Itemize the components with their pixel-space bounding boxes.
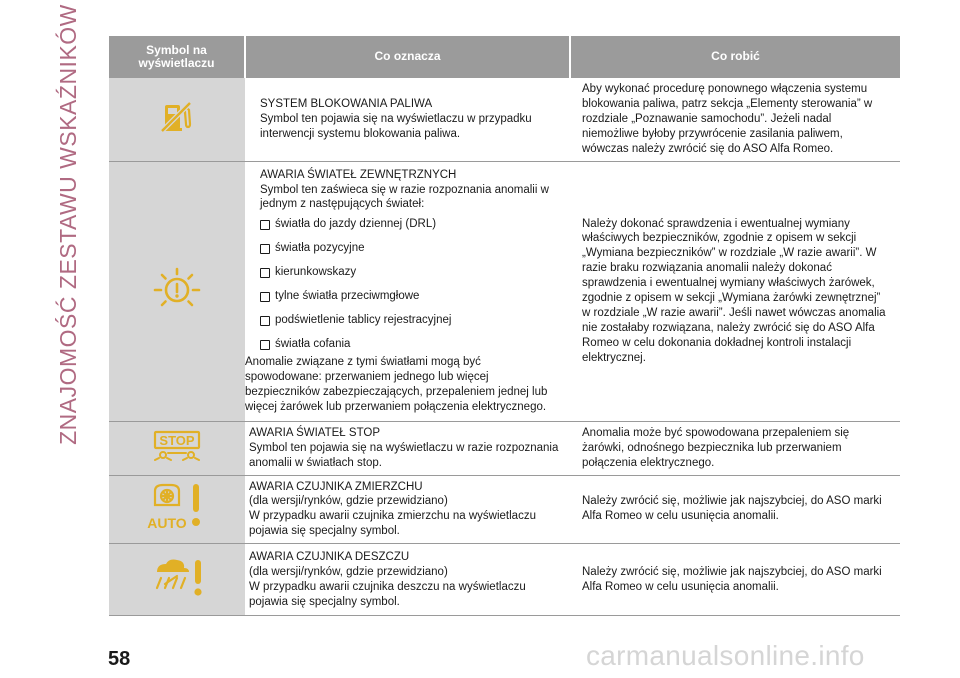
header-symbol: Symbol na wyświetlaczu (109, 36, 245, 78)
row-subtitle: (dla wersji/rynków, gdzie przewidziano) (249, 495, 448, 508)
checkbox-bullet-icon (260, 292, 270, 302)
dusk-sensor-failure-icon (145, 481, 209, 538)
symbol-cell (109, 161, 245, 421)
exterior-lights-failure-icon (150, 266, 204, 317)
table-header-row (109, 36, 900, 78)
rain-sensor-failure-icon (147, 556, 207, 603)
row-subtitle: (dla wersji/rynków, gdzie przewidziano) (249, 565, 448, 578)
checkbox-bullet-icon (260, 340, 270, 350)
table-row (109, 161, 900, 421)
action-cell (570, 421, 900, 475)
row-title: AWARIA CZUJNIKA DESZCZU (249, 550, 410, 563)
list-item: tylne światła przeciwmgłowe (260, 289, 560, 304)
row-meaning: W przypadku awarii czujnika zmierzchu na wyświetlaczu pojawia się specjalny symbol. (249, 510, 536, 538)
warning-symbols-table (109, 36, 900, 616)
row-action: Należy zwrócić się, możliwie jak najszybciej, do ASO marki Alfa Romeo w celu usunięcia anomalii. (582, 495, 882, 523)
row-meaning: Symbol ten zaświeca się w razie rozpoznania anomalii w jednym z następujących świateł: (260, 183, 549, 211)
row-title: AWARIA ŚWIATEŁ STOP (249, 426, 380, 439)
chapter-side-title (52, 3, 84, 445)
meaning-cell (245, 161, 570, 421)
checkbox-bullet-icon (260, 244, 270, 254)
table-row (109, 544, 900, 616)
checkbox-bullet-icon (260, 316, 270, 326)
list-item: światła cofania (260, 337, 560, 352)
lights-list (260, 217, 560, 352)
meaning-cell (245, 475, 570, 544)
list-item: światła do jazdy dziennej (DRL) (260, 217, 560, 232)
symbol-cell (109, 475, 245, 544)
meaning-cell (245, 78, 570, 161)
action-cell (570, 161, 900, 421)
row-meaning-after: Anomalie związane z tymi światłami mogą być spowodowane: przerwaniem jednego lub więcej bezpieczników zabezpieczających, przepaleniem jednej lub więcej żarówek lub przerwaniem połączenia elektrycznego. (245, 356, 548, 413)
meaning-cell (245, 421, 570, 475)
action-cell (570, 544, 900, 616)
checkbox-bullet-icon (260, 268, 270, 278)
list-item: kierunkowskazy (260, 265, 560, 280)
row-meaning: W przypadku awarii czujnika deszczu na wyświetlaczu pojawia się specjalny symbol. (249, 580, 526, 608)
page-number: 58 (108, 648, 131, 670)
row-meaning: Symbol ten pojawia się na wyświetlaczu w przypadku interwencji systemu blokowania paliwa. (260, 112, 532, 140)
watermark: carmanualsonline.info (586, 640, 865, 671)
fuel-block-icon (159, 100, 195, 139)
chapter-side-title-text: ZNAJOMOŚĆ ZESTAWU WSKAŹNIKÓW (54, 3, 81, 445)
action-cell (570, 78, 900, 161)
row-title: SYSTEM BLOKOWANIA PALIWA (260, 97, 433, 110)
header-meaning: Co oznacza (245, 36, 570, 78)
header-action: Co robić (570, 36, 900, 78)
meaning-cell (245, 544, 570, 616)
symbol-cell (109, 78, 245, 161)
table-row (109, 475, 900, 544)
symbol-cell (109, 544, 245, 616)
row-action: Aby wykonać procedurę ponownego włączenia systemu blokowania paliwa, patrz sekcja „Elementy sterowania” w rozdziale „Poznawanie samochodu”. Jeżeli nadal niemożliwe byłoby przywrócenie zasilania paliwem, wówczas należy zwrócić się do ASO Alfa Romeo. (582, 83, 873, 155)
action-cell (570, 475, 900, 544)
row-action: Należy zwrócić się, możliwie jak najszybciej, do ASO marki Alfa Romeo w celu usunięcia anomalii. (582, 565, 882, 593)
auto-icon-text: AUTO (147, 514, 187, 531)
list-item: światła pozycyjne (260, 241, 560, 256)
table-row (109, 78, 900, 161)
stop-icon-text: STOP (159, 432, 195, 448)
symbol-cell (109, 421, 245, 475)
list-item: podświetlenie tablicy rejestracyjnej (260, 313, 560, 328)
row-action: Anomalia może być spowodowana przepaleniem się żarówki, odnośnego bezpiecznika lub przerwaniem połączenia elektrycznego. (582, 426, 850, 469)
row-title: AWARIA CZUJNIKA ZMIERZCHU (249, 480, 423, 493)
row-action: Należy dokonać sprawdzenia i ewentualnej wymiany właściwych bezpieczników, zgodnie z opisem w sekcji „Wymiana bezpieczników” w rozdziale „W razie awarii”. W razie braku rozwiązania anomalii należy dokonać sprawdzenia i ewentualnej wymiany właściwych żarówek, zgodnie z opisem w sekcji „Wymiana żarówki zewnętrznej” w rozdziale „W razie awarii”. Jeśli nawet wówczas anomalia nie zostałaby rozwiązana, należy zwrócić się do ASO Alfa Romeo w celu dokonania dokładnej kontroli instalacji elektrycznej. (582, 217, 886, 364)
checkbox-bullet-icon (260, 220, 270, 230)
table-row (109, 421, 900, 475)
row-meaning: Symbol ten pojawia się na wyświetlaczu w razie rozpoznania anomalii w światłach stop. (249, 441, 559, 469)
row-title: AWARIA ŚWIATEŁ ZEWNĘTRZNYCH (260, 168, 457, 181)
stop-lights-failure-icon (150, 429, 204, 468)
